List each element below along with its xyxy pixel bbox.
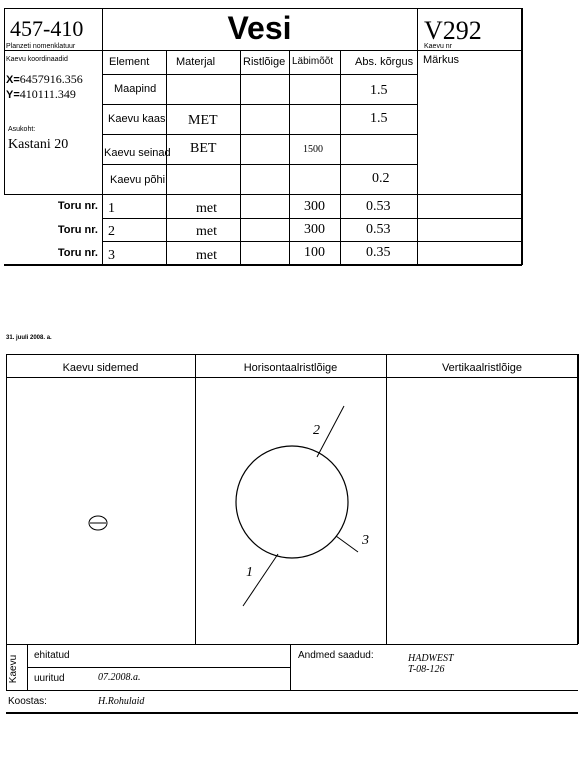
row-height: 1.5: [370, 83, 388, 98]
coord-y: [6, 86, 76, 102]
coord-x-label: X=: [6, 74, 20, 86]
location-label: Asukoht:: [8, 126, 36, 133]
date-line: 31. juuli 2008. a.: [6, 335, 52, 341]
footer-vertical-label: Kaevu: [8, 654, 19, 684]
pipe-label: Toru nr.: [57, 247, 98, 259]
pipe-diameter: 100: [304, 245, 325, 260]
coord-y-value: 410111.349: [19, 87, 76, 101]
pipe-diameter: 300: [304, 222, 325, 237]
pipe-material: met: [196, 224, 217, 239]
col-material: Materjal: [176, 56, 216, 68]
row-diameter: 1500: [303, 144, 323, 155]
nomenclature-code: 457-410: [10, 16, 84, 41]
coord-x: [6, 71, 83, 87]
page-title: Vesi: [227, 10, 292, 46]
row-element: Maapind: [114, 83, 157, 95]
row-height: 0.2: [372, 171, 390, 186]
row-height: 1.5: [370, 111, 388, 126]
col-diameter: Läbimõõt: [292, 56, 334, 67]
row-element: Kaevu seinad: [104, 147, 171, 159]
pipe-height: 0.53: [366, 222, 391, 237]
pipe-label-2: 2: [313, 423, 320, 438]
coord-x-value: 6457916.356: [19, 72, 83, 86]
pipe-label: Toru nr.: [57, 224, 98, 236]
pipe-material: met: [196, 201, 217, 216]
coordinates-label: Kaevu koordinaadid: [6, 56, 68, 63]
coord-y-label: Y=: [6, 89, 20, 101]
pipe-number: 2: [108, 224, 115, 239]
pipe-material: met: [196, 248, 217, 263]
row-element: Kaevu kaas: [108, 113, 166, 125]
row-material: MET: [188, 113, 218, 128]
col-height: Abs. kõrgus: [355, 56, 414, 68]
pipe-height: 0.35: [366, 245, 391, 260]
row-element: Kaevu põhi: [110, 174, 166, 186]
compiled-value: H.Rohulaid: [98, 696, 145, 707]
col-section: Ristlõige: [243, 56, 286, 68]
pipe-number: 3: [108, 248, 115, 263]
section-connections: Kaevu sidemed: [62, 362, 139, 374]
manhole-symbol: [86, 514, 110, 532]
row-material: BET: [190, 141, 217, 156]
location-value: Kastani 20: [8, 137, 69, 152]
pipe-label-1: 1: [246, 565, 253, 580]
horizontal-section-drawing: [196, 378, 386, 643]
pipe-label: Toru nr.: [57, 200, 98, 212]
surveyed-label: uuritud: [34, 673, 65, 684]
built-label: ehitatud: [34, 650, 70, 661]
col-notes: Märkus: [423, 54, 460, 66]
pipe-diameter: 300: [304, 199, 325, 214]
surveyed-value: 07.2008.a.: [98, 672, 141, 683]
section-horizontal: Horisontaalristlõige: [243, 362, 338, 374]
well-number: V292: [424, 16, 482, 45]
col-element: Element: [109, 56, 150, 68]
pipe-height: 0.53: [366, 199, 391, 214]
compiled-label: Koostas:: [8, 696, 47, 707]
nomenclature-label: Planzeti nomenklatuur: [6, 43, 76, 50]
pipe-label-3: 3: [362, 533, 369, 548]
data-from-label: Andmed saadud:: [298, 650, 374, 661]
well-number-label: Kaevu nr: [424, 43, 453, 50]
pipe-number: 1: [108, 201, 115, 216]
data-from-value-2: T-08-126: [408, 664, 445, 675]
section-vertical: Vertikaalristlõige: [441, 362, 523, 374]
data-from-value-1: HADWEST: [408, 653, 454, 664]
